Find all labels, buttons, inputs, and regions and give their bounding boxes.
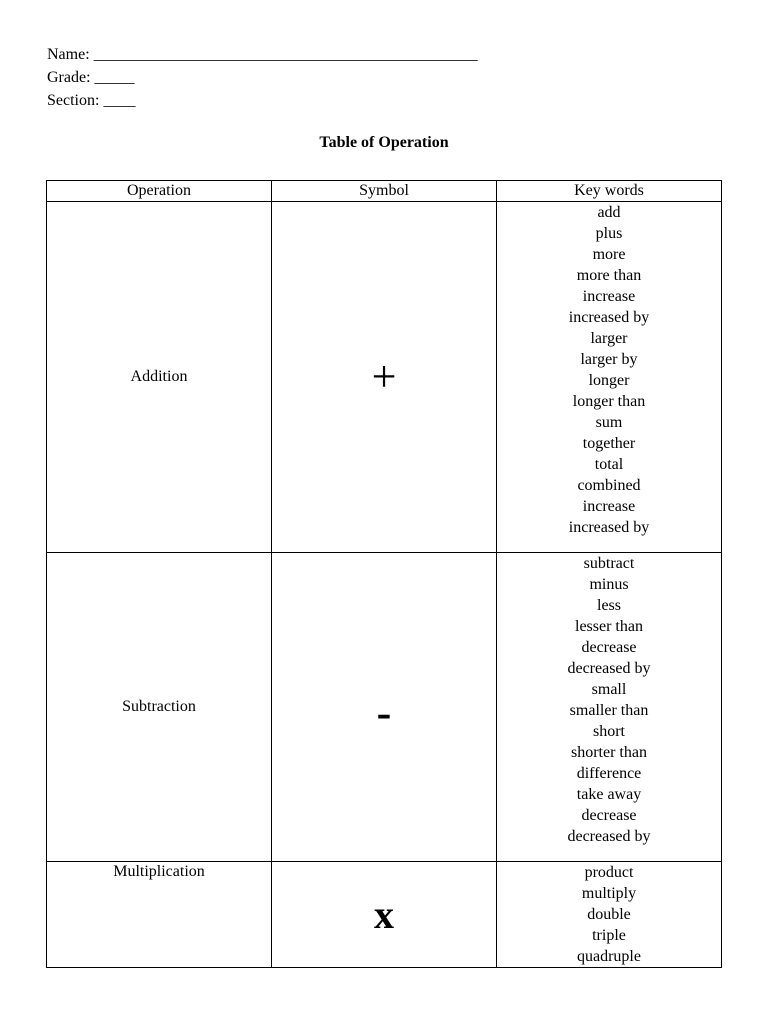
keyword-item: combined	[577, 477, 641, 494]
grade-field[interactable]: Grade: _____	[47, 69, 135, 86]
keyword-item: minus	[589, 576, 629, 593]
keyword-item: longer	[588, 372, 630, 389]
keywords-cell	[497, 862, 722, 968]
keyword-list	[497, 202, 721, 538]
keyword-item: smaller than	[569, 702, 649, 719]
keyword-item: more than	[576, 267, 642, 284]
keyword-item: together	[582, 435, 636, 452]
keyword-item: double	[587, 906, 631, 923]
keyword-item: less	[597, 597, 621, 614]
keyword-item: longer than	[572, 393, 646, 410]
table-row-subtraction	[47, 553, 722, 862]
operation-symbol-cell	[272, 202, 497, 553]
operation-name	[47, 862, 272, 968]
keyword-item: subtract	[583, 555, 635, 572]
table-header-row	[47, 181, 722, 202]
keyword-item: more	[592, 246, 626, 263]
plus-symbol: +	[371, 352, 397, 401]
operations-table	[46, 180, 722, 968]
keyword-item: decrease	[581, 639, 637, 656]
keyword-item: decreased by	[567, 660, 651, 677]
keyword-item: sum	[595, 414, 623, 431]
operation-name-label: Multiplication	[113, 863, 205, 880]
section-field[interactable]: Section: ____	[47, 92, 136, 109]
keyword-item: small	[591, 681, 627, 698]
operation-symbol-cell	[272, 862, 497, 968]
page-title: Table of Operation	[319, 134, 449, 151]
keyword-item: short	[593, 723, 625, 740]
keyword-item: triple	[592, 927, 626, 944]
keyword-item: lesser than	[575, 618, 643, 635]
minus-symbol: -	[376, 688, 392, 737]
multiply-symbol: x	[374, 891, 394, 937]
column-header-operation: Operation	[47, 181, 272, 202]
keyword-item: larger by	[580, 351, 638, 368]
column-header-keywords: Key words	[497, 181, 722, 202]
keyword-item: increased by	[568, 309, 650, 326]
keyword-item: quadruple	[577, 948, 641, 965]
keywords-cell	[497, 553, 722, 862]
keyword-item: difference	[576, 765, 642, 782]
keyword-item: increase	[582, 498, 636, 515]
student-info	[47, 43, 478, 112]
keyword-item: multiply	[581, 885, 637, 902]
keyword-item: total	[594, 456, 624, 473]
keyword-item: shorter than	[571, 744, 647, 761]
table-row-multiplication	[47, 862, 722, 968]
table-row-addition	[47, 202, 722, 553]
keywords-cell	[497, 202, 722, 553]
keyword-item: larger	[590, 330, 628, 347]
operation-symbol-cell	[272, 553, 497, 862]
keyword-list	[497, 553, 721, 847]
keyword-item: increased by	[568, 519, 650, 536]
keyword-list	[497, 862, 721, 967]
keyword-item: decreased by	[567, 828, 651, 845]
keyword-item: take away	[576, 786, 642, 803]
keyword-item: increase	[582, 288, 636, 305]
keyword-item: add	[597, 204, 621, 221]
operation-name: Subtraction	[47, 553, 272, 862]
keyword-item: plus	[595, 225, 623, 242]
keyword-item: product	[584, 864, 634, 881]
column-header-symbol: Symbol	[272, 181, 497, 202]
name-field[interactable]: Name: ________________________________________________	[47, 46, 478, 63]
keyword-item: decrease	[581, 807, 637, 824]
operation-name: Addition	[47, 202, 272, 553]
